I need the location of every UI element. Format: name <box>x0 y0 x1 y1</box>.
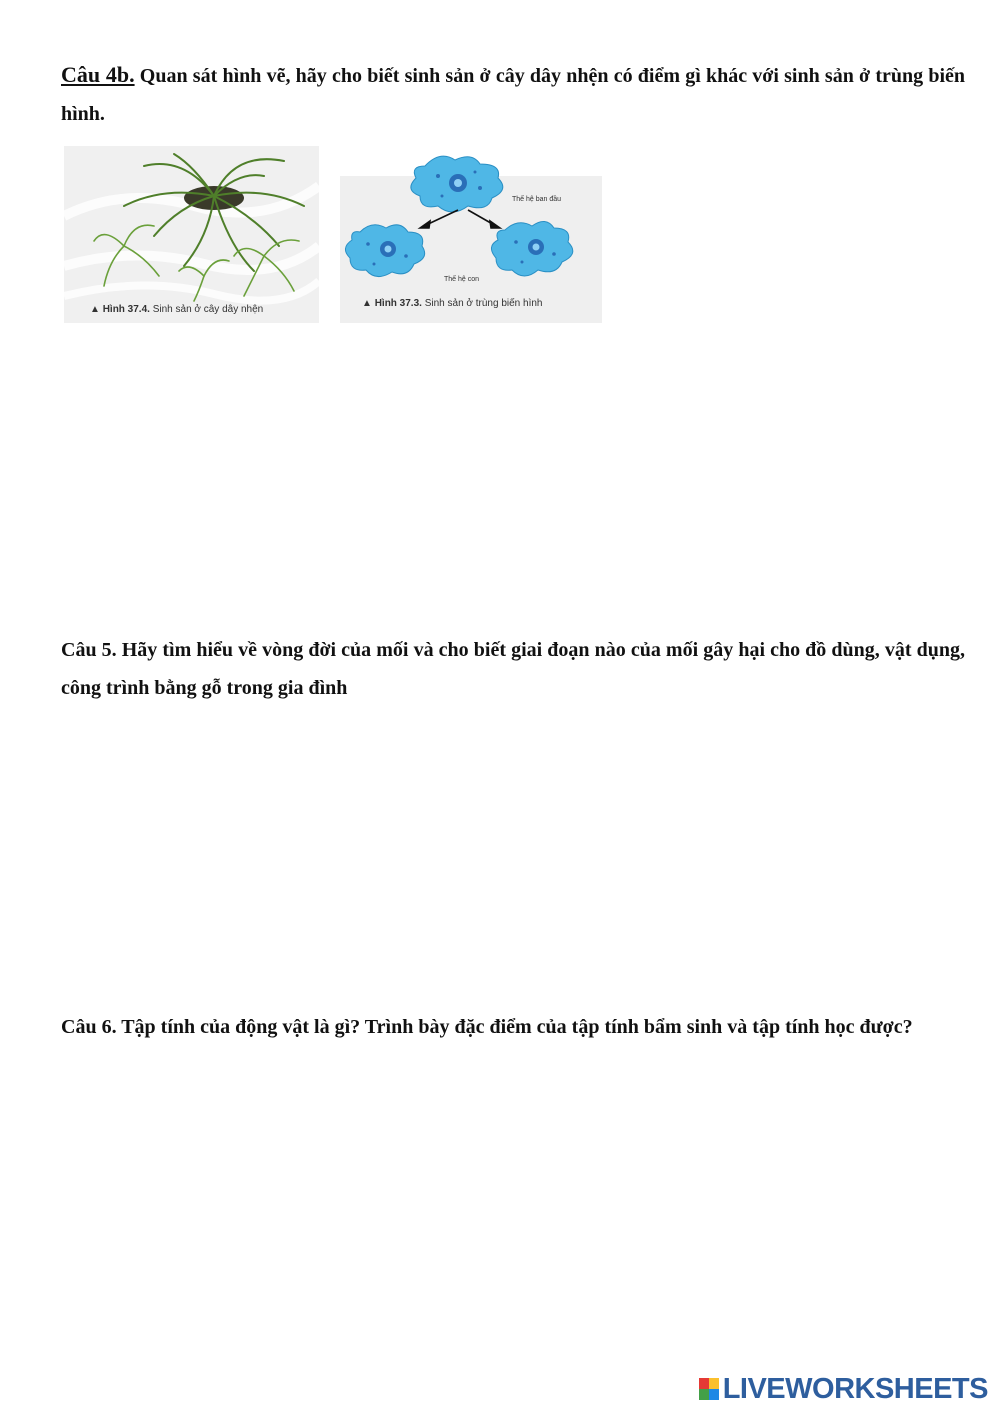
question-6-text: Câu 6. Tập tính của động vật là gì? Trình bày đặc điểm của tập tính bẩm sinh và tập tính học được? <box>61 1016 913 1038</box>
question-6 <box>61 1008 965 1046</box>
division-arrows <box>420 210 500 228</box>
question-4b <box>61 56 965 133</box>
amoeba-child-right <box>491 221 572 276</box>
triangle-icon: ▲ <box>90 304 100 315</box>
amoeba-illustration <box>340 146 602 323</box>
figure-amoeba-caption <box>362 298 542 309</box>
figure-amoeba <box>340 146 602 323</box>
amoeba-parent <box>411 156 503 212</box>
figure-amoeba-caption-text: Sinh sản ở trùng biến hình <box>421 298 543 309</box>
liveworksheets-logo <box>699 1372 988 1406</box>
amoeba-child-left <box>345 225 424 277</box>
question-5-text: Câu 5. Hãy tìm hiểu về vòng đời của mối và cho biết giai đoạn nào của mối gây hại cho đồ dùng, vật dụng, công trình bằng gỗ trong gia đình <box>61 639 965 699</box>
label-initial-generation: Thế hệ ban đầu <box>512 196 562 203</box>
liveworksheets-logo-text: LIVEWORKSHEETS <box>722 1372 988 1405</box>
label-offspring-generation: Thế hệ con <box>444 276 480 283</box>
figure-amoeba-caption-number: Hình 37.3. <box>374 298 422 309</box>
figure-spider-plant <box>64 146 319 323</box>
figure-plant-caption <box>90 304 263 315</box>
spider-plant-illustration <box>64 146 319 323</box>
question-4b-text: Quan sát hình vẽ, hãy cho biết sinh sản ở cây dây nhện có điểm gì khác với sinh sản ở trùng biến hình. <box>61 65 966 125</box>
triangle-icon: ▲ <box>362 298 372 309</box>
liveworksheets-logo-icon <box>699 1378 719 1400</box>
figure-plant-caption-number: Hình 37.4. <box>102 304 150 315</box>
question-5 <box>61 631 965 707</box>
figure-plant-caption-text: Sinh sản ở cây dây nhện <box>149 304 264 315</box>
question-4b-label: Câu 4b. <box>61 62 135 87</box>
